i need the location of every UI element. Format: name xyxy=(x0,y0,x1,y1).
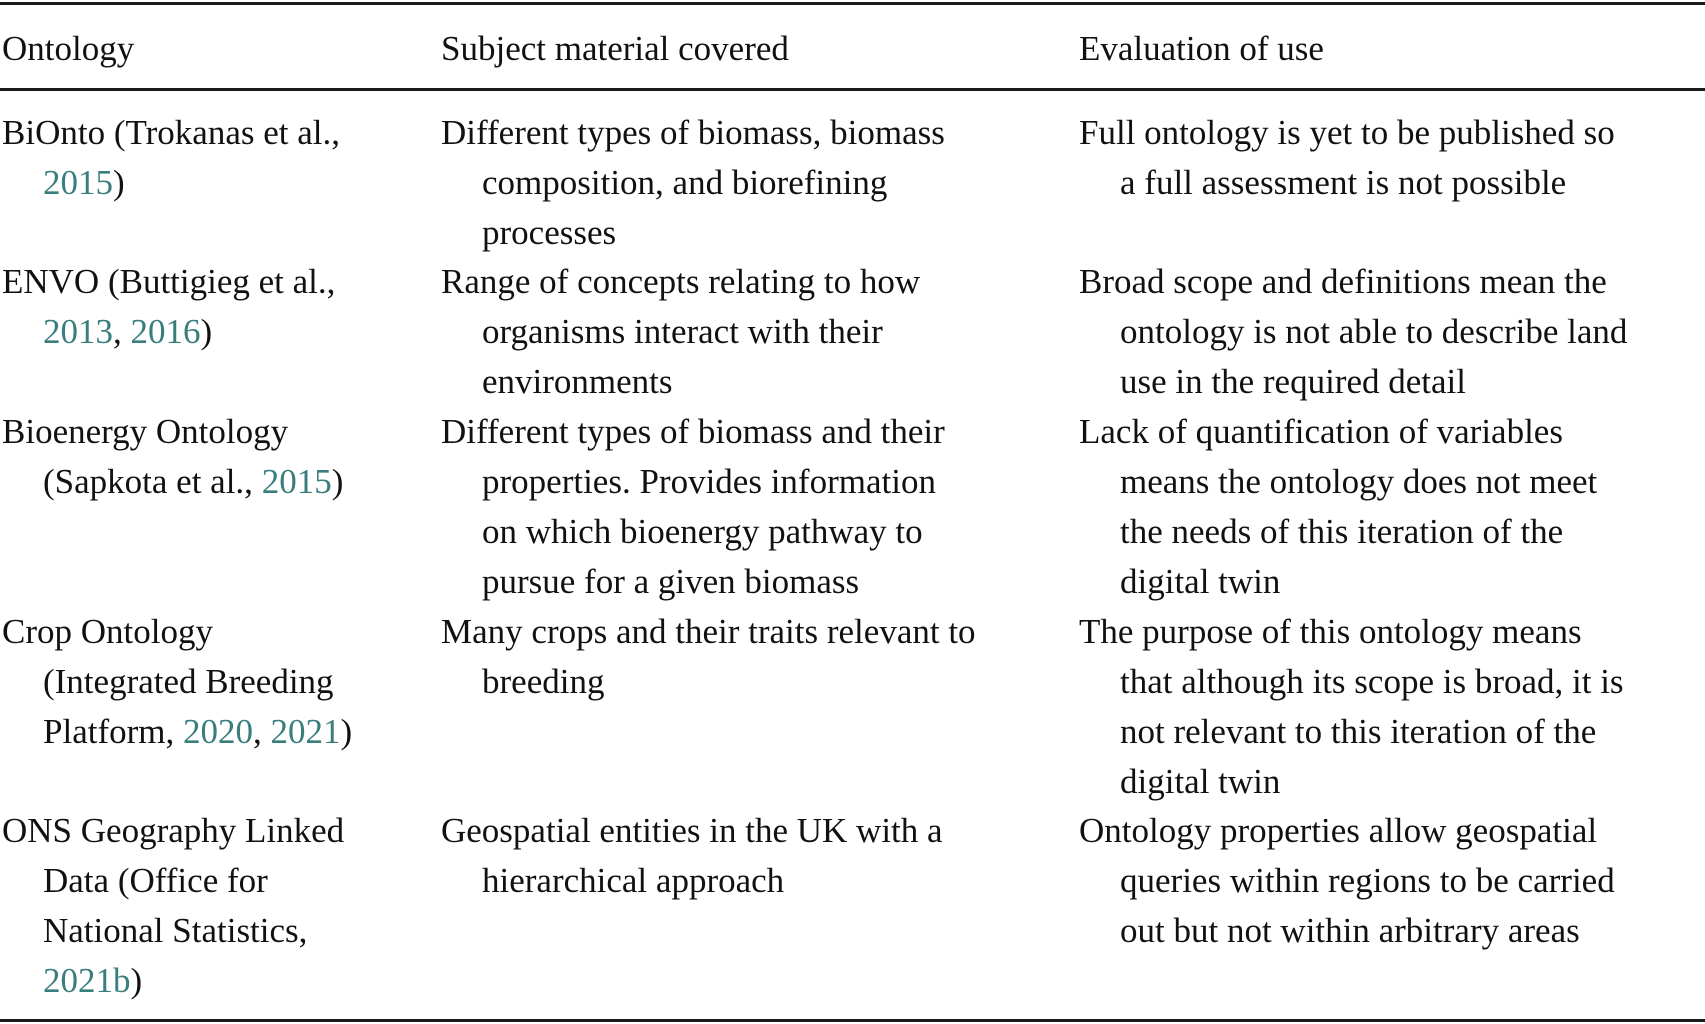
citation-link[interactable]: 2021 xyxy=(270,712,341,751)
cell-line: Lack of quantification of variables xyxy=(1079,412,1563,451)
citation-link[interactable]: 2013 xyxy=(43,312,113,351)
cell-text: National Statistics, xyxy=(43,911,308,950)
cell-text: Crop Ontology xyxy=(2,612,213,651)
cell-evaluation xyxy=(1079,257,1627,407)
cell-text: ) xyxy=(331,462,344,501)
cell-text: , xyxy=(113,312,131,351)
cell-text: Platform, xyxy=(43,712,183,751)
header-ontology: Ontology xyxy=(2,29,135,68)
cell-subject xyxy=(441,607,976,707)
cell-ontology xyxy=(2,806,344,1006)
cell-ontology xyxy=(2,257,335,357)
cell-line: Ontology properties allow geospatial xyxy=(1079,811,1598,850)
cell-text: ENVO (Buttigieg et al., xyxy=(2,262,336,301)
cell-subject xyxy=(441,108,945,258)
cell-line xyxy=(2,457,343,507)
citation-link[interactable]: 2016 xyxy=(130,312,201,351)
cell-line: digital twin xyxy=(1120,562,1281,601)
header-rule xyxy=(0,88,1705,91)
cell-text: Bioenergy Ontology xyxy=(2,412,289,451)
cell-text: Data (Office for xyxy=(43,861,268,900)
cell-line: pursue for a given biomass xyxy=(482,562,860,601)
top-rule xyxy=(0,2,1705,5)
cell-line: that although its scope is broad, it is xyxy=(1120,662,1624,701)
cell-line: The purpose of this ontology means xyxy=(1079,612,1582,651)
cell-line: out but not within arbitrary areas xyxy=(1120,911,1580,950)
cell-evaluation xyxy=(1079,407,1597,607)
bottom-rule xyxy=(0,1019,1705,1022)
cell-text: ) xyxy=(113,163,125,202)
cell-line: queries within regions to be carried xyxy=(1120,861,1615,900)
cell-line xyxy=(2,607,352,657)
cell-line xyxy=(2,806,344,856)
cell-line: Different types of biomass and their xyxy=(441,412,945,451)
cell-line xyxy=(2,257,335,307)
cell-line xyxy=(2,307,335,357)
cell-line: Many crops and their traits relevant to xyxy=(441,612,976,651)
cell-evaluation xyxy=(1079,806,1615,956)
cell-text: ONS Geography Linked xyxy=(2,811,345,850)
cell-line: composition, and biorefining xyxy=(482,163,888,202)
cell-subject xyxy=(441,257,920,407)
cell-text: (Sapkota et al., xyxy=(43,462,262,501)
cell-line: hierarchical approach xyxy=(482,861,785,900)
cell-text: ) xyxy=(130,961,143,1000)
cell-subject xyxy=(441,407,945,607)
cell-subject xyxy=(441,806,943,906)
cell-line: breeding xyxy=(482,662,605,701)
cell-line: organisms interact with their xyxy=(482,312,883,351)
cell-line: use in the required detail xyxy=(1120,362,1466,401)
cell-ontology xyxy=(2,108,340,208)
cell-line xyxy=(2,108,340,158)
cell-line: ontology is not able to describe land xyxy=(1120,312,1628,351)
cell-text: (Integrated Breeding xyxy=(43,662,334,701)
cell-line: not relevant to this iteration of the xyxy=(1120,712,1597,751)
cell-line xyxy=(2,407,343,457)
header-evaluation: Evaluation of use xyxy=(1079,29,1324,68)
cell-line: Range of concepts relating to how xyxy=(441,262,921,301)
cell-line xyxy=(2,158,340,208)
cell-line: Broad scope and definitions mean the xyxy=(1079,262,1607,301)
header-subject-material: Subject material covered xyxy=(441,29,789,68)
cell-line xyxy=(2,906,344,956)
citation-link[interactable]: 2020 xyxy=(182,712,253,751)
cell-line: Different types of biomass, biomass xyxy=(441,113,945,152)
cell-text: ) xyxy=(340,712,353,751)
cell-line: Full ontology is yet to be published so xyxy=(1079,113,1615,152)
cell-line: on which bioenergy pathway to xyxy=(482,512,923,551)
cell-text: , xyxy=(252,712,271,751)
cell-evaluation xyxy=(1079,108,1615,208)
citation-link[interactable]: 2015 xyxy=(261,462,332,501)
cell-ontology xyxy=(2,607,352,757)
cell-line xyxy=(2,856,344,906)
cell-line: environments xyxy=(482,362,673,401)
cell-line: processes xyxy=(482,213,617,252)
cell-ontology xyxy=(2,407,343,507)
cell-line: means the ontology does not meet xyxy=(1120,462,1598,501)
cell-text: BiOnto (Trokanas et al., xyxy=(2,113,340,152)
cell-line: digital twin xyxy=(1120,762,1281,801)
cell-line: the needs of this iteration of the xyxy=(1120,512,1564,551)
cell-line xyxy=(2,707,352,757)
cell-line xyxy=(2,657,352,707)
cell-line xyxy=(2,956,344,1006)
cell-text: ) xyxy=(200,312,213,351)
cell-evaluation xyxy=(1079,607,1624,807)
citation-link[interactable]: 2021b xyxy=(43,961,131,1000)
cell-line: a full assessment is not possible xyxy=(1120,163,1567,202)
citation-link[interactable]: 2015 xyxy=(43,163,113,202)
cell-line: Geospatial entities in the UK with a xyxy=(441,811,943,850)
cell-line: properties. Provides information xyxy=(482,462,936,501)
